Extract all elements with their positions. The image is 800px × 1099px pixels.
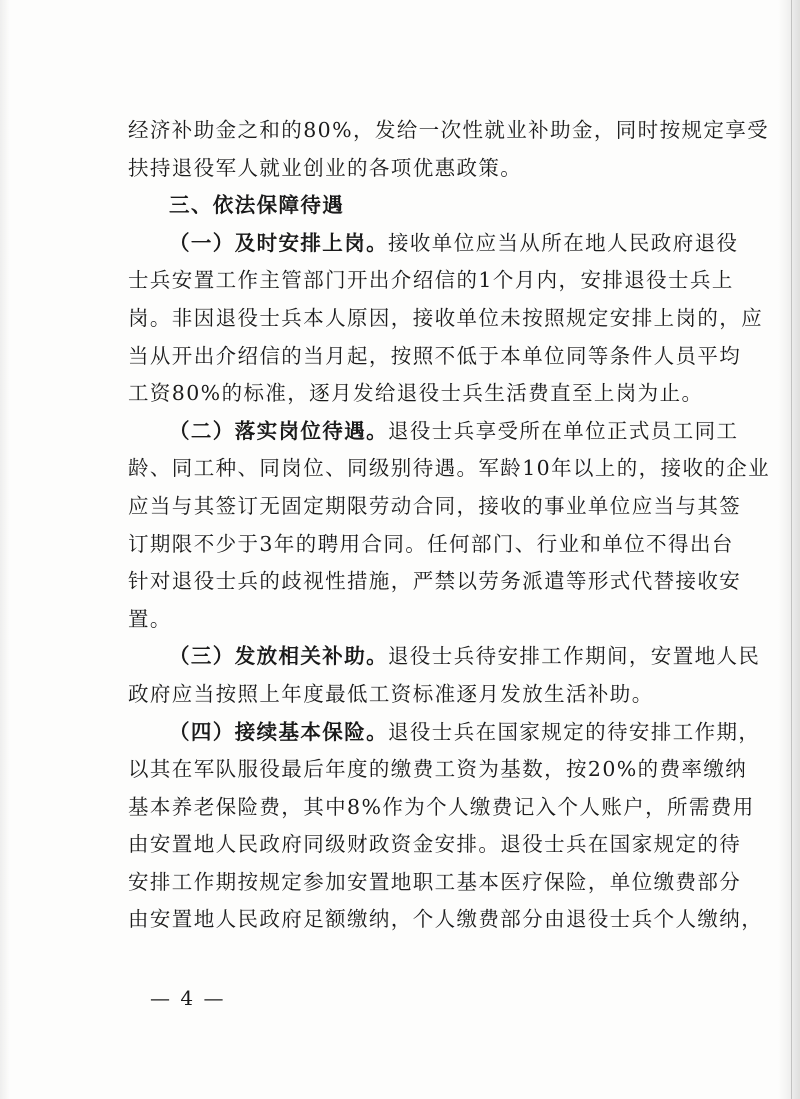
paragraph-lead: （一）及时安排上岗。 [169,230,388,255]
paragraph-first-line [128,413,739,451]
text-line: 由安置地人民政府同级财政资金安排。退役士兵在国家规定的待 [128,832,742,857]
body-text [128,112,771,939]
paragraph-lead: （四）接续基本保险。 [169,719,388,744]
text-line: 安排工作期按规定参加安置地职工基本医疗保险，单位缴费部分 [128,869,742,894]
text-line: 基本养老保险费，其中8%作为个人缴费记入个人账户，所需费用 [128,794,755,819]
paragraph-text: 退役士兵待安排工作期间，安置地人民 [388,644,761,669]
text-line: 士兵安置工作主管部门开出介绍信的1个月内，安排退役士兵上 [128,268,734,293]
page-number: — 4 — [150,986,226,1010]
text-line: 龄、同工种、同岗位、同级别待遇。军龄10年以上的，接收的企业 [128,456,771,481]
scan-edge-line [791,0,792,1099]
paragraph-first-line [128,225,739,263]
text-line: 置。 [128,606,172,631]
paragraph-first-line [128,714,761,752]
text-line: 以其在军队服役最后年度的缴费工资为基数，按20%的费率缴纳 [128,757,748,782]
text-line: 订期限不少于3年的聘用合同。任何部门、行业和单位不得出台 [128,531,734,556]
text-line: 岗。非因退役士兵本人原因，接收单位未按照规定安排上岗的，应 [128,305,764,330]
text-line: 扶持退役军人就业创业的各项优惠政策。 [128,155,523,180]
scan-shadow-right [778,0,800,1099]
text-line: 当从开出介绍信的当月起，按照不低于本单位同等条件人员平均 [128,343,742,368]
paragraph-lead: （二）落实岗位待遇。 [169,418,388,443]
paragraph-first-line [128,638,761,676]
text-line: 经济补助金之和的80%，发给一次性就业补助金，同时按规定享受 [128,118,770,142]
paragraph-text: 退役士兵在国家规定的待安排工作期， [388,719,761,744]
paragraph-text: 退役士兵享受所在单位正式员工同工 [388,418,739,443]
section-heading: 三、依法保障待遇 [169,193,345,218]
text-line: 由安置地人民政府足额缴纳，个人缴费部分由退役士兵个人缴纳， [128,907,764,932]
text-line: 政府应当按照上年度最低工资标准逐月发放生活补助。 [128,681,654,706]
scan-shadow-left [0,0,10,1099]
text-line: 工资80%的标准，逐月发给退役士兵生活费直至上岗为止。 [128,381,704,406]
text-line: 针对退役士兵的歧视性措施，严禁以劳务派遣等形式代替接收安 [128,569,742,594]
paragraph-lead: （三）发放相关补助。 [169,644,388,669]
paragraph-text: 接收单位应当从所在地人民政府退役 [388,230,739,255]
text-line: 应当与其签订无固定期限劳动合同，接收的事业单位应当与其签 [128,493,742,518]
